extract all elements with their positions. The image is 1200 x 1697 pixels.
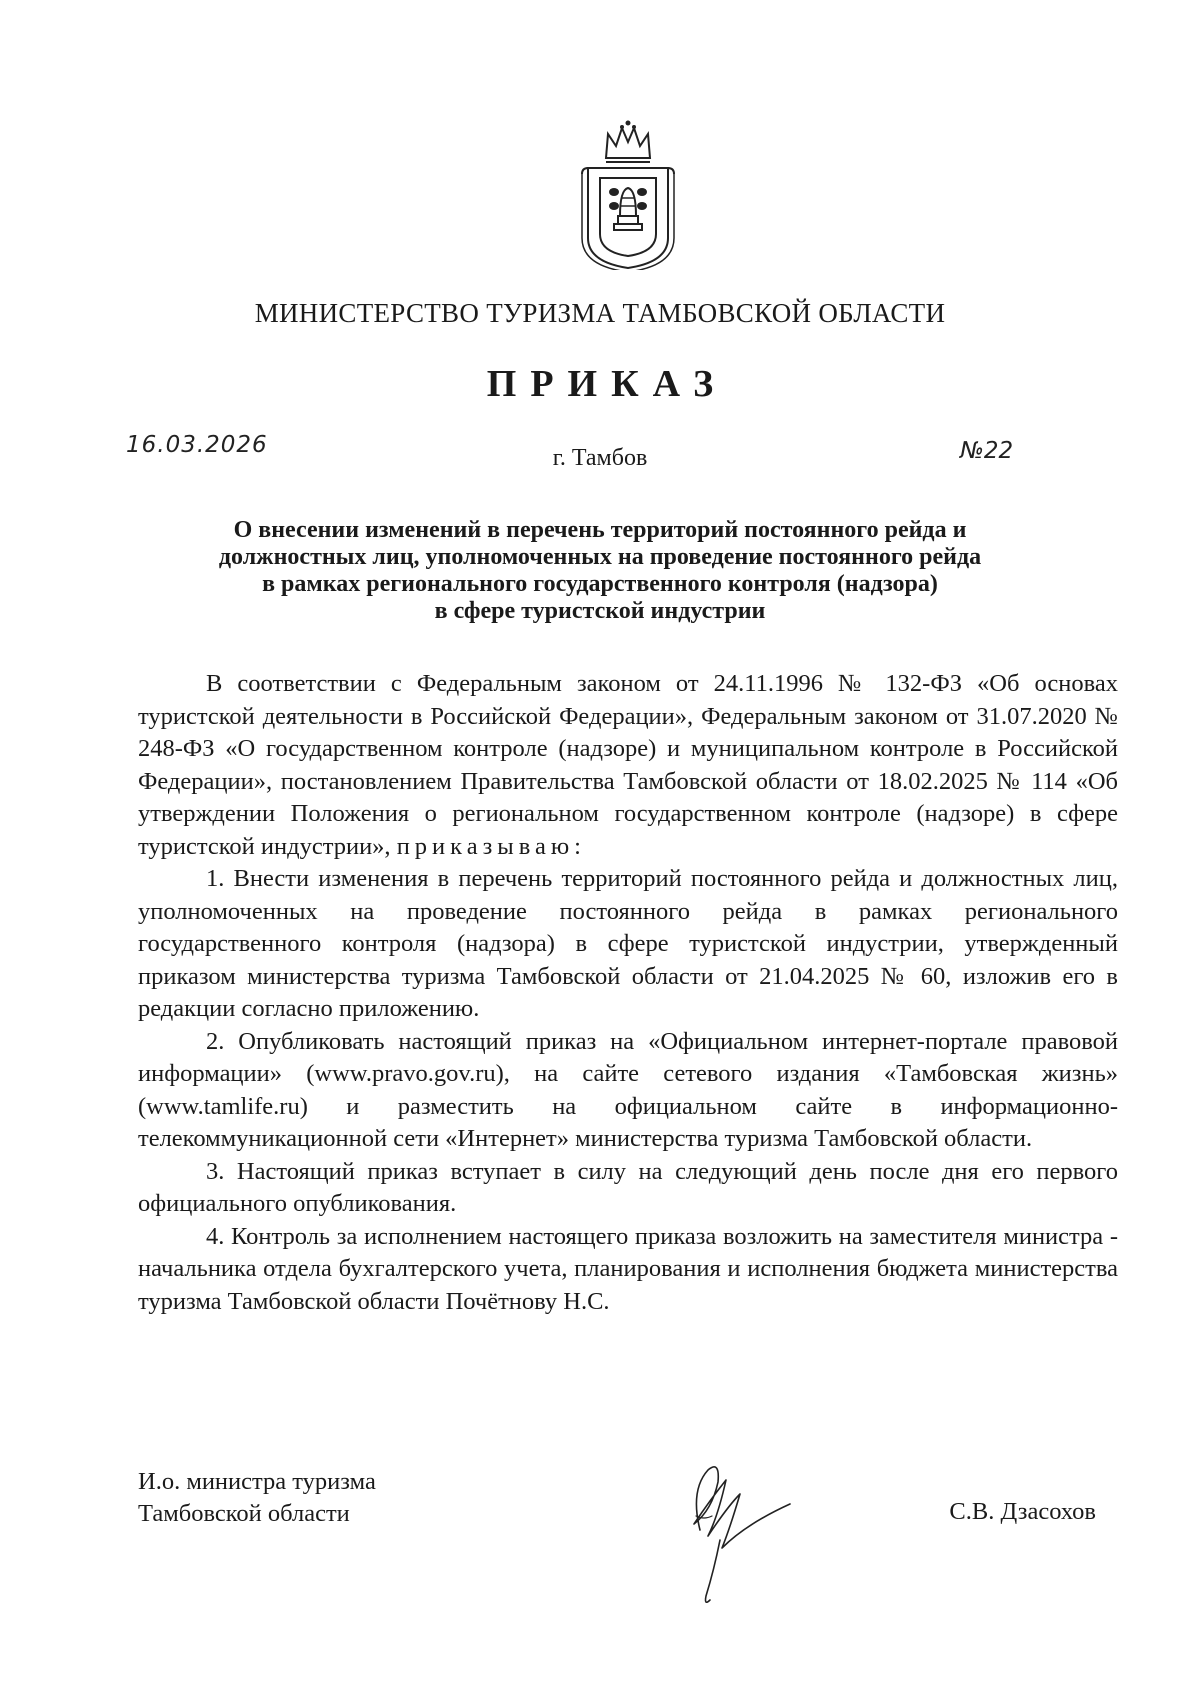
document-subject: [150, 517, 1050, 625]
document-body: [138, 668, 1118, 1318]
document-date: 16.03.2026: [126, 432, 268, 458]
signer-position-line: Тамбовской области: [138, 1500, 350, 1527]
order-item-2: 2. Опубликовать настоящий приказ на «Официальном интернет-портале правовой информации» (www.pravo.gov.ru), на сайте сетевого издания «Тамбовская жизнь» (www.tamlife.ru) и разместить на официальном сайте в информационно-телекоммуникационной сети «Интернет» министерства туризма Тамбовской области.: [138, 1027, 1118, 1152]
subject-line: должностных лиц, уполномоченных на проведение постоянного рейда: [218, 544, 982, 570]
order-word: приказываю:: [396, 832, 586, 860]
subject-line: в сфере туристской индустрии: [434, 598, 766, 624]
document-city: г. Тамбов: [552, 445, 648, 471]
subject-line: в рамках регионального государственного контроля (надзора): [262, 571, 938, 597]
order-item-4: 4. Контроль за исполнением настоящего приказа возложить на заместителя министра - начальника отдела бухгалтерского учета, планирования и исполнения бюджета министерства туризма Тамбовской области Почётнову Н.С.: [138, 1222, 1118, 1315]
signer-position-line: И.о. министра туризма: [138, 1468, 376, 1495]
signer-position: [138, 1466, 376, 1530]
preamble-paragraph: [138, 668, 1118, 863]
subject-line: О внесении изменений в перечень территорий постоянного рейда и: [233, 517, 967, 543]
tambov-coat-of-arms-icon: [578, 120, 678, 270]
document-type-title: ПРИКАЗ: [486, 363, 728, 405]
signer-name: С.В. Дзасохов: [949, 1498, 1096, 1525]
order-item-1: 1. Внести изменения в перечень территорий постоянного рейда и должностных лиц, уполномоченных на проведение постоянного рейда в рамках регионального государственного контроля (надзора) в сфере туристской индустрии, утвержденный приказом министерства туризма Тамбовской области от 21.04.2025 № 60, изложив его в редакции согласно приложению.: [138, 865, 1118, 1022]
handwritten-signature-icon: [660, 1420, 820, 1620]
document-number: №22: [960, 438, 1014, 464]
ministry-name: МИНИСТЕРСТВО ТУРИЗМА ТАМБОВСКОЙ ОБЛАСТИ: [254, 298, 946, 328]
preamble-text: В соответствии с Федеральным законом от 24.11.1996 № 132-ФЗ «Об основах туристской деятельности в Российской Федерации», Федеральным законом от 31.07.2020 № 248-ФЗ «О государственном контроле (надзоре) и муниципальном контроле в Российской Федерации», постановлением Правительства Тамбовской области от 18.02.2025 № 114 «Об утверждении Положения о региональном государственном контроле (надзоре) в сфере туристской индустрии»,: [138, 670, 1118, 860]
order-item-3: 3. Настоящий приказ вступает в силу на следующий день после дня его первого официального опубликования.: [138, 1157, 1118, 1217]
